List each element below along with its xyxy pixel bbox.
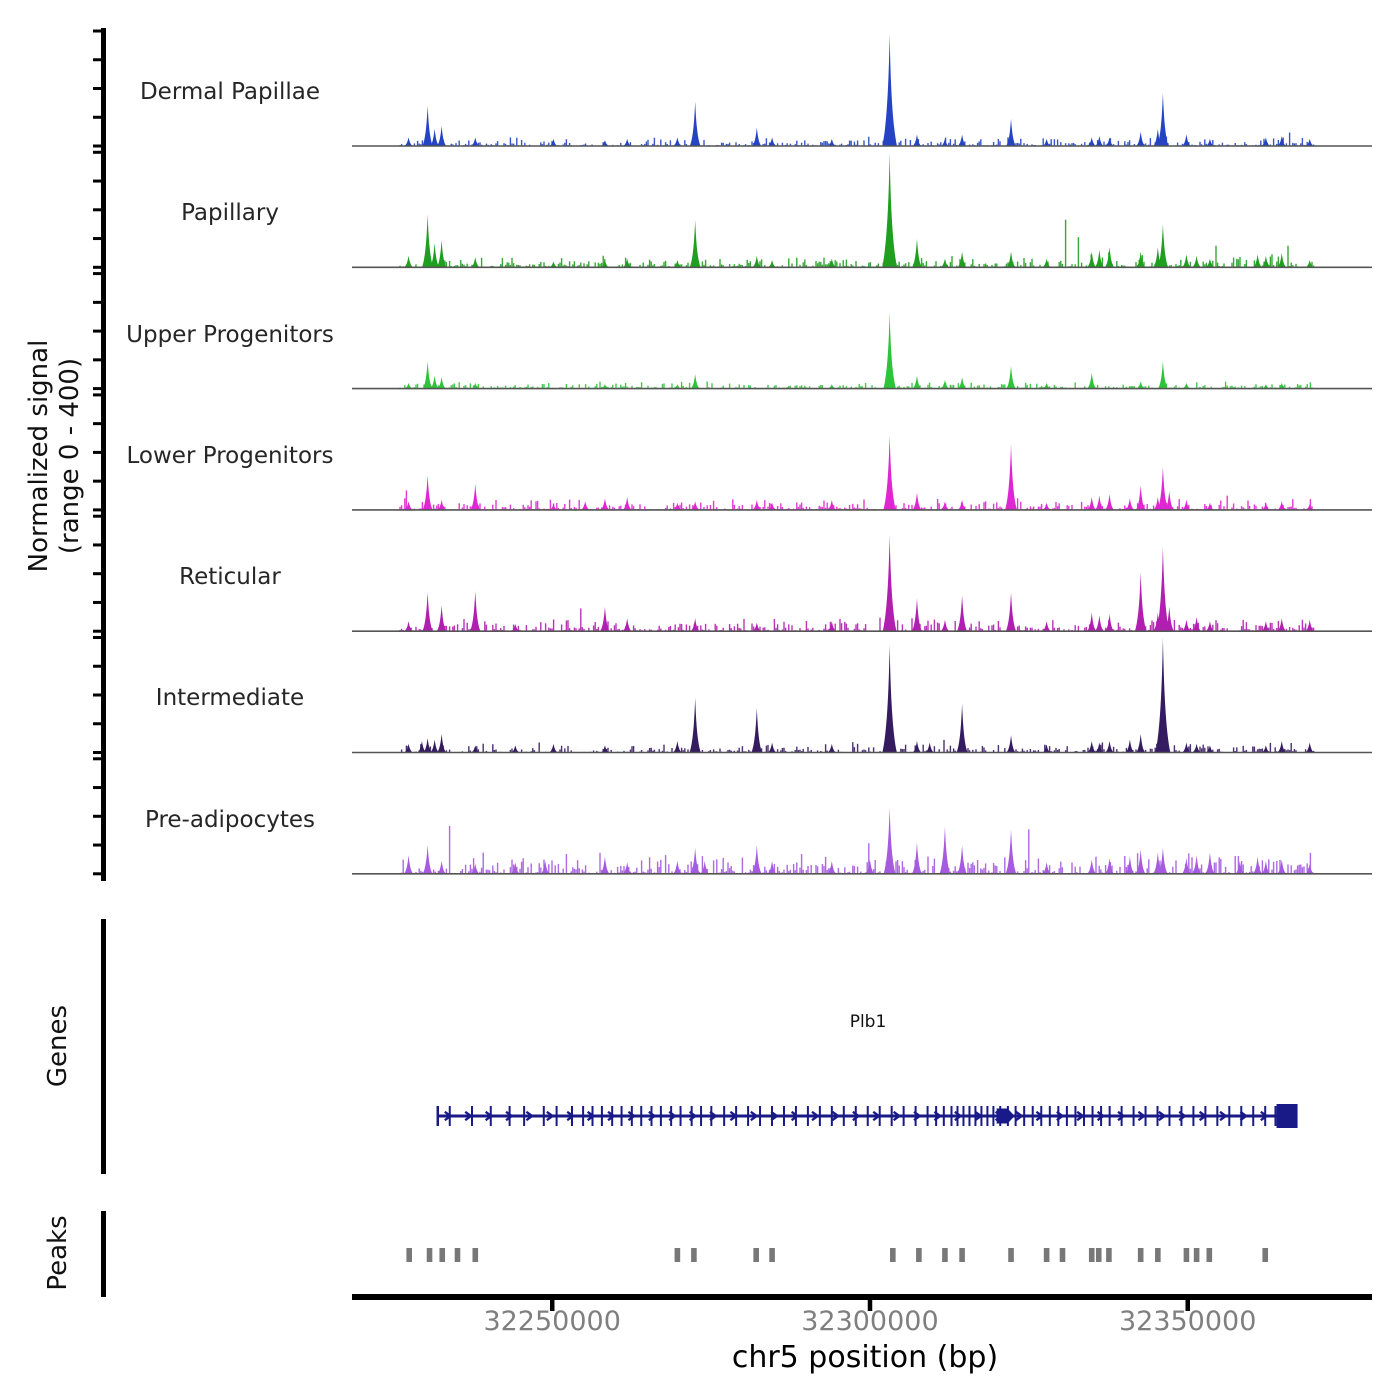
x-tick-label-32300000: 32300000 [801,1306,939,1337]
x-tick-label-32350000: 32350000 [1118,1306,1257,1337]
y-axis-title-line1: Normalized signal [24,339,54,573]
track-label-dermal-papillae: Dermal Papillae [139,79,321,105]
track-label-upper-progenitors: Upper Progenitors [126,322,334,348]
x-axis-title: chr5 position (bp) [731,1340,999,1375]
gene-name-plb1: Plb1 [849,1012,887,1032]
track-label-pre-adipocytes: Pre-adipocytes [144,807,316,833]
x-tick-label-32250000: 32250000 [483,1306,621,1337]
y-axis-title [24,166,88,746]
peaks-panel-label: Peaks [43,1215,73,1291]
y-axis-title-line2: (range 0 - 400) [55,357,85,555]
track-label-reticular: Reticular [179,564,281,590]
genes-panel-label: Genes [43,1004,73,1088]
track-label-intermediate: Intermediate [155,685,305,711]
track-label-lower-progenitors: Lower Progenitors [126,443,334,469]
track-label-papillary: Papillary [181,200,279,226]
